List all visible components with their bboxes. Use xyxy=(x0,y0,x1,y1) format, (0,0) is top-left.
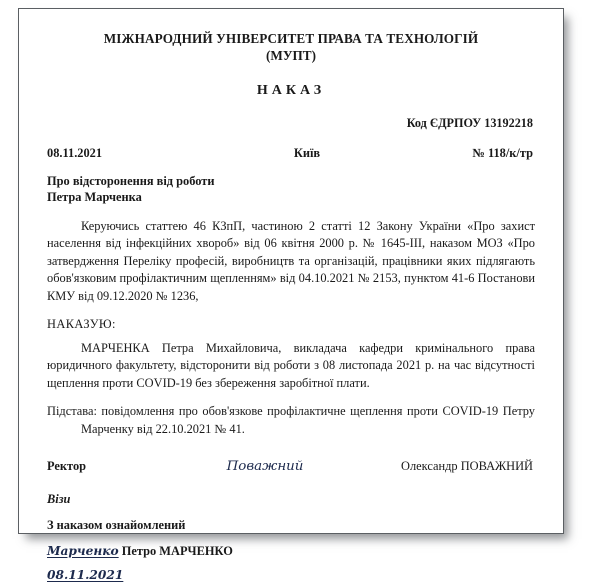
acknowledgement-label: З наказом ознайомлений xyxy=(47,517,186,532)
document-subject xyxy=(47,173,535,206)
subject-line-1: Про відсторонення від роботи xyxy=(47,173,215,188)
preamble-block xyxy=(47,218,535,306)
document-content xyxy=(19,9,563,582)
signer-role: Ректор xyxy=(47,458,87,473)
signer-name: Олександр ПОВАЖНИЙ xyxy=(401,458,533,473)
rector-handwritten-signature: Поважний xyxy=(226,458,304,474)
employee-signature-date: 08.11.2021 xyxy=(47,567,124,582)
basis-text: Підстава: повідомлення про обов'язкове профілактичне щеплення проти COVID-19 Петру Марченку від 22.10.2021 № 41. xyxy=(47,404,535,437)
employee-handwritten-signature: Марченко xyxy=(47,543,119,558)
edrpou-code: Код ЄДРПОУ 13192218 xyxy=(406,115,533,130)
organization-title: МІЖНАРОДНИЙ УНІВЕРСИТЕТ ПРАВА ТА ТЕХНОЛОГІЙ xyxy=(103,31,479,46)
employee-name: Петро МАРЧЕНКО xyxy=(121,543,233,558)
document-city: Київ xyxy=(293,145,321,160)
preamble-text: Керуючись статтею 46 КЗпП, частиною 2 статті 12 Закону України «Про захист населення від інфекційних хвороб» від 06 квітня 2000 р. № 1645-ІІІ, наказом МОЗ «Про затвердження Переліку професій, виробництв та організацій, працівники яких підлягають обов'язковим профілактичним щепленням» від 04.10.2021 № 2153, пунктом 41-6 Постанови КМУ від 09.12.2020 № 1236, xyxy=(47,218,535,303)
basis-block xyxy=(47,403,535,438)
document-page xyxy=(18,8,564,582)
visa-label: Візи xyxy=(47,491,71,506)
rector-signature-row xyxy=(47,459,535,474)
order-block xyxy=(47,340,535,393)
organization-abbreviation: (МУПТ) xyxy=(266,47,316,63)
document-meta-row xyxy=(47,146,535,161)
employee-signature-row xyxy=(47,544,535,559)
subject-line-2: Петра Марченка xyxy=(47,190,142,205)
document-date: 08.11.2021 xyxy=(47,145,103,160)
order-verb: НАКАЗУЮ: xyxy=(47,316,116,331)
document-type-heading: НАКАЗ xyxy=(256,82,326,98)
document-number: № 118/к/тр xyxy=(472,145,533,160)
order-text: МАРЧЕНКА Петра Михайловича, викладача кафедри кримінального права юридичного факультету, відсторонити від роботи з 08 листопада 2021 р. на час відсутності щеплення проти COVID-19 без збереження заробітної плати. xyxy=(47,340,535,390)
